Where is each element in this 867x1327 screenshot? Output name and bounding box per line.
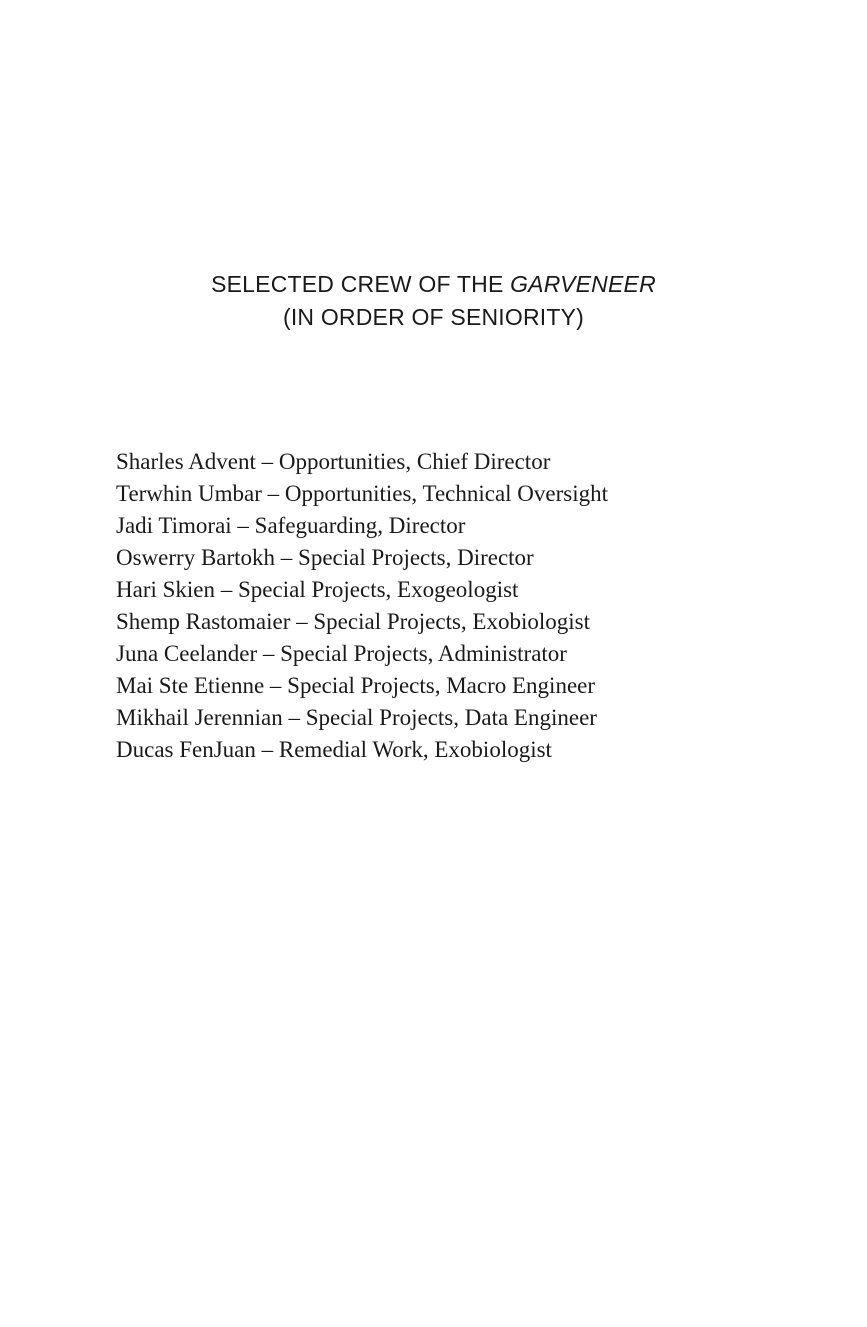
crew-member: Shemp Rastomaier – Special Projects, Exobiologist — [116, 609, 590, 634]
crew-member: Ducas FenJuan – Remedial Work, Exobiologist — [116, 737, 552, 762]
heading-line-1 — [0, 268, 867, 301]
heading-line-2: (IN ORDER OF SENIORITY) — [282, 304, 585, 331]
crew-member: Jadi Timorai – Safeguarding, Director — [116, 513, 466, 538]
crew-member: Terwhin Umbar – Opportunities, Technical Oversight — [116, 481, 609, 506]
crew-member: Mikhail Jerennian – Special Projects, Data Engineer — [116, 705, 597, 730]
crew-member: Oswerry Bartokh – Special Projects, Director — [116, 545, 534, 570]
crew-member: Juna Ceelander – Special Projects, Administrator — [116, 641, 567, 666]
crew-member: Sharles Advent – Opportunities, Chief Director — [116, 449, 551, 474]
ship-name: GARVENEER — [510, 271, 656, 298]
crew-member: Hari Skien – Special Projects, Exogeologist — [116, 577, 519, 602]
crew-heading — [0, 268, 867, 334]
crew-member: Mai Ste Etienne – Special Projects, Macro Engineer — [116, 673, 596, 698]
heading-prefix: SELECTED CREW OF THE — [211, 271, 511, 298]
crew-list — [116, 446, 608, 766]
